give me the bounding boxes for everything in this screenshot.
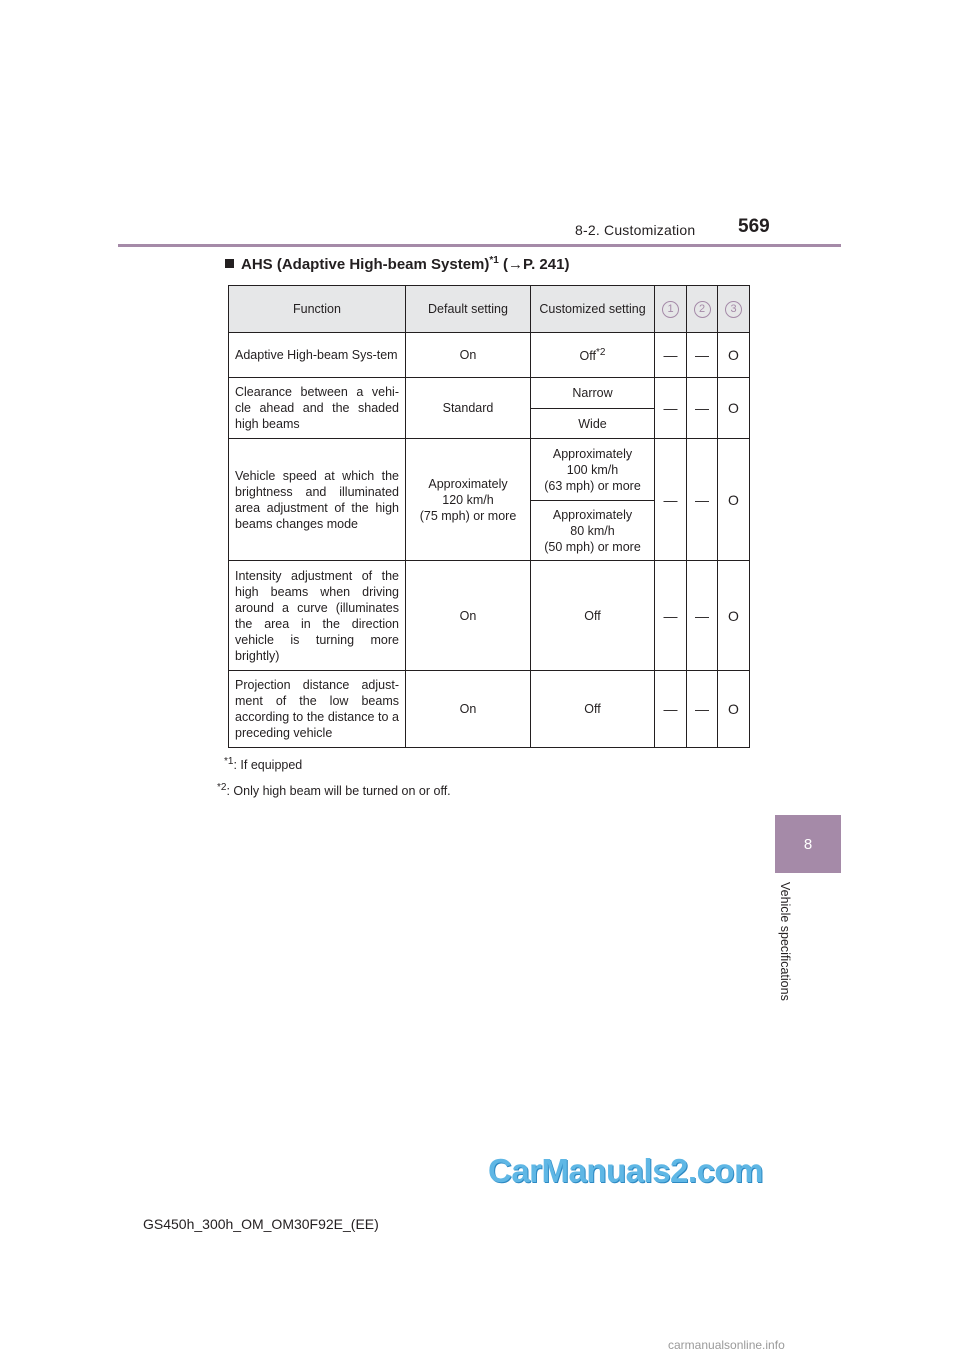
footnote-text: : If equipped	[233, 758, 303, 773]
table-row	[229, 671, 750, 748]
method-1-cell: —	[655, 439, 687, 561]
header-method-2	[687, 286, 718, 333]
method-3-cell: O	[718, 561, 750, 671]
footnote-2	[217, 782, 451, 798]
watermark-logo: CarManuals2.com	[488, 1152, 763, 1189]
function-cell: Intensity adjustment of the high beams when driving around a curve (illuminates the area in the direction vehicle is turning more brightly)	[229, 561, 406, 671]
method-2-cell: —	[687, 561, 718, 671]
header-function: Function	[229, 286, 406, 333]
custom-cell: Narrow	[531, 378, 655, 409]
chapter-number: 8	[803, 835, 813, 853]
default-cell: Standard	[406, 378, 531, 439]
chapter-tab[interactable]	[775, 815, 841, 873]
function-cell: Projection distance adjust-ment of the low beams according to the distance to a preceding vehicle	[229, 671, 406, 748]
header-method-3	[718, 286, 750, 333]
custom-line: Approximately	[552, 446, 633, 461]
footnote-1	[224, 756, 302, 772]
footnote-text: : Only high beam will be turned on or off.	[226, 784, 451, 799]
custom-cell: Off	[531, 671, 655, 748]
custom-line: (50 mph) or more	[544, 539, 641, 554]
custom-footnote-mark: *2	[596, 347, 606, 359]
page-ref-arrow: (→	[503, 256, 524, 273]
method-2-cell: —	[687, 333, 718, 378]
table-row	[229, 378, 750, 409]
default-line: (75 mph) or more	[419, 508, 517, 523]
header-default-setting: Default setting	[406, 286, 531, 333]
method-2-icon: 2	[694, 301, 711, 318]
method-1-icon: 1	[662, 301, 679, 318]
table-row	[229, 439, 750, 501]
table-row	[229, 333, 750, 378]
table-header-row	[229, 286, 750, 333]
square-bullet-icon	[225, 259, 234, 268]
default-cell	[406, 439, 531, 561]
method-1-cell: —	[655, 333, 687, 378]
watermark-site: carmanualsonline.info	[668, 1338, 785, 1352]
method-1-cell: —	[655, 671, 687, 748]
chapter-label	[772, 882, 812, 1022]
method-3-cell: O	[718, 378, 750, 439]
default-line: Approximately	[428, 476, 508, 491]
default-line: 120 km/h	[442, 492, 494, 507]
custom-cell: Wide	[531, 409, 655, 439]
section-heading	[225, 255, 569, 273]
function-cell: Clearance between a vehi-cle ahead and the shaded high beams	[229, 378, 406, 439]
default-cell: On	[406, 671, 531, 748]
header-customized-setting: Customized setting	[531, 286, 655, 333]
table-row	[229, 561, 750, 671]
default-cell: On	[406, 333, 531, 378]
page-ref-link[interactable]: P. 241)	[523, 256, 570, 273]
custom-cell	[531, 501, 655, 561]
chapter-title: Vehicle specifications	[778, 882, 792, 1001]
custom-cell: Off	[531, 561, 655, 671]
method-3-cell: O	[718, 333, 750, 378]
method-3-cell: O	[718, 671, 750, 748]
custom-cell	[531, 333, 655, 378]
header-method-1	[655, 286, 687, 333]
custom-cell	[531, 439, 655, 501]
header-rule	[118, 244, 841, 247]
heading-footnote-mark: *1	[489, 255, 499, 266]
custom-line: (63 mph) or more	[544, 478, 641, 493]
method-2-cell: —	[687, 378, 718, 439]
section-title: 8-2. Customization	[575, 222, 696, 238]
default-cell: On	[406, 561, 531, 671]
footnote-mark: *1	[224, 756, 234, 767]
customization-table	[228, 285, 750, 748]
method-2-cell: —	[687, 439, 718, 561]
page-number: 569	[738, 216, 770, 237]
custom-value: Off	[579, 349, 596, 364]
function-cell: Adaptive High-beam Sys-tem	[229, 333, 406, 378]
method-3-cell: O	[718, 439, 750, 561]
custom-line: Approximately	[552, 507, 633, 522]
method-1-cell: —	[655, 378, 687, 439]
method-3-icon: 3	[725, 301, 742, 318]
custom-line: 80 km/h	[570, 523, 615, 538]
footnote-mark: *2	[217, 782, 227, 793]
heading-text: AHS (Adaptive High-beam System)	[241, 256, 490, 273]
model-code: GS450h_300h_OM_OM30F92E_(EE)	[143, 1216, 379, 1232]
custom-line: 100 km/h	[566, 462, 619, 477]
function-cell: Vehicle speed at which the brightness and illuminated area adjustment of the high beams changes mode	[229, 439, 406, 561]
method-1-cell: —	[655, 561, 687, 671]
method-2-cell: —	[687, 671, 718, 748]
